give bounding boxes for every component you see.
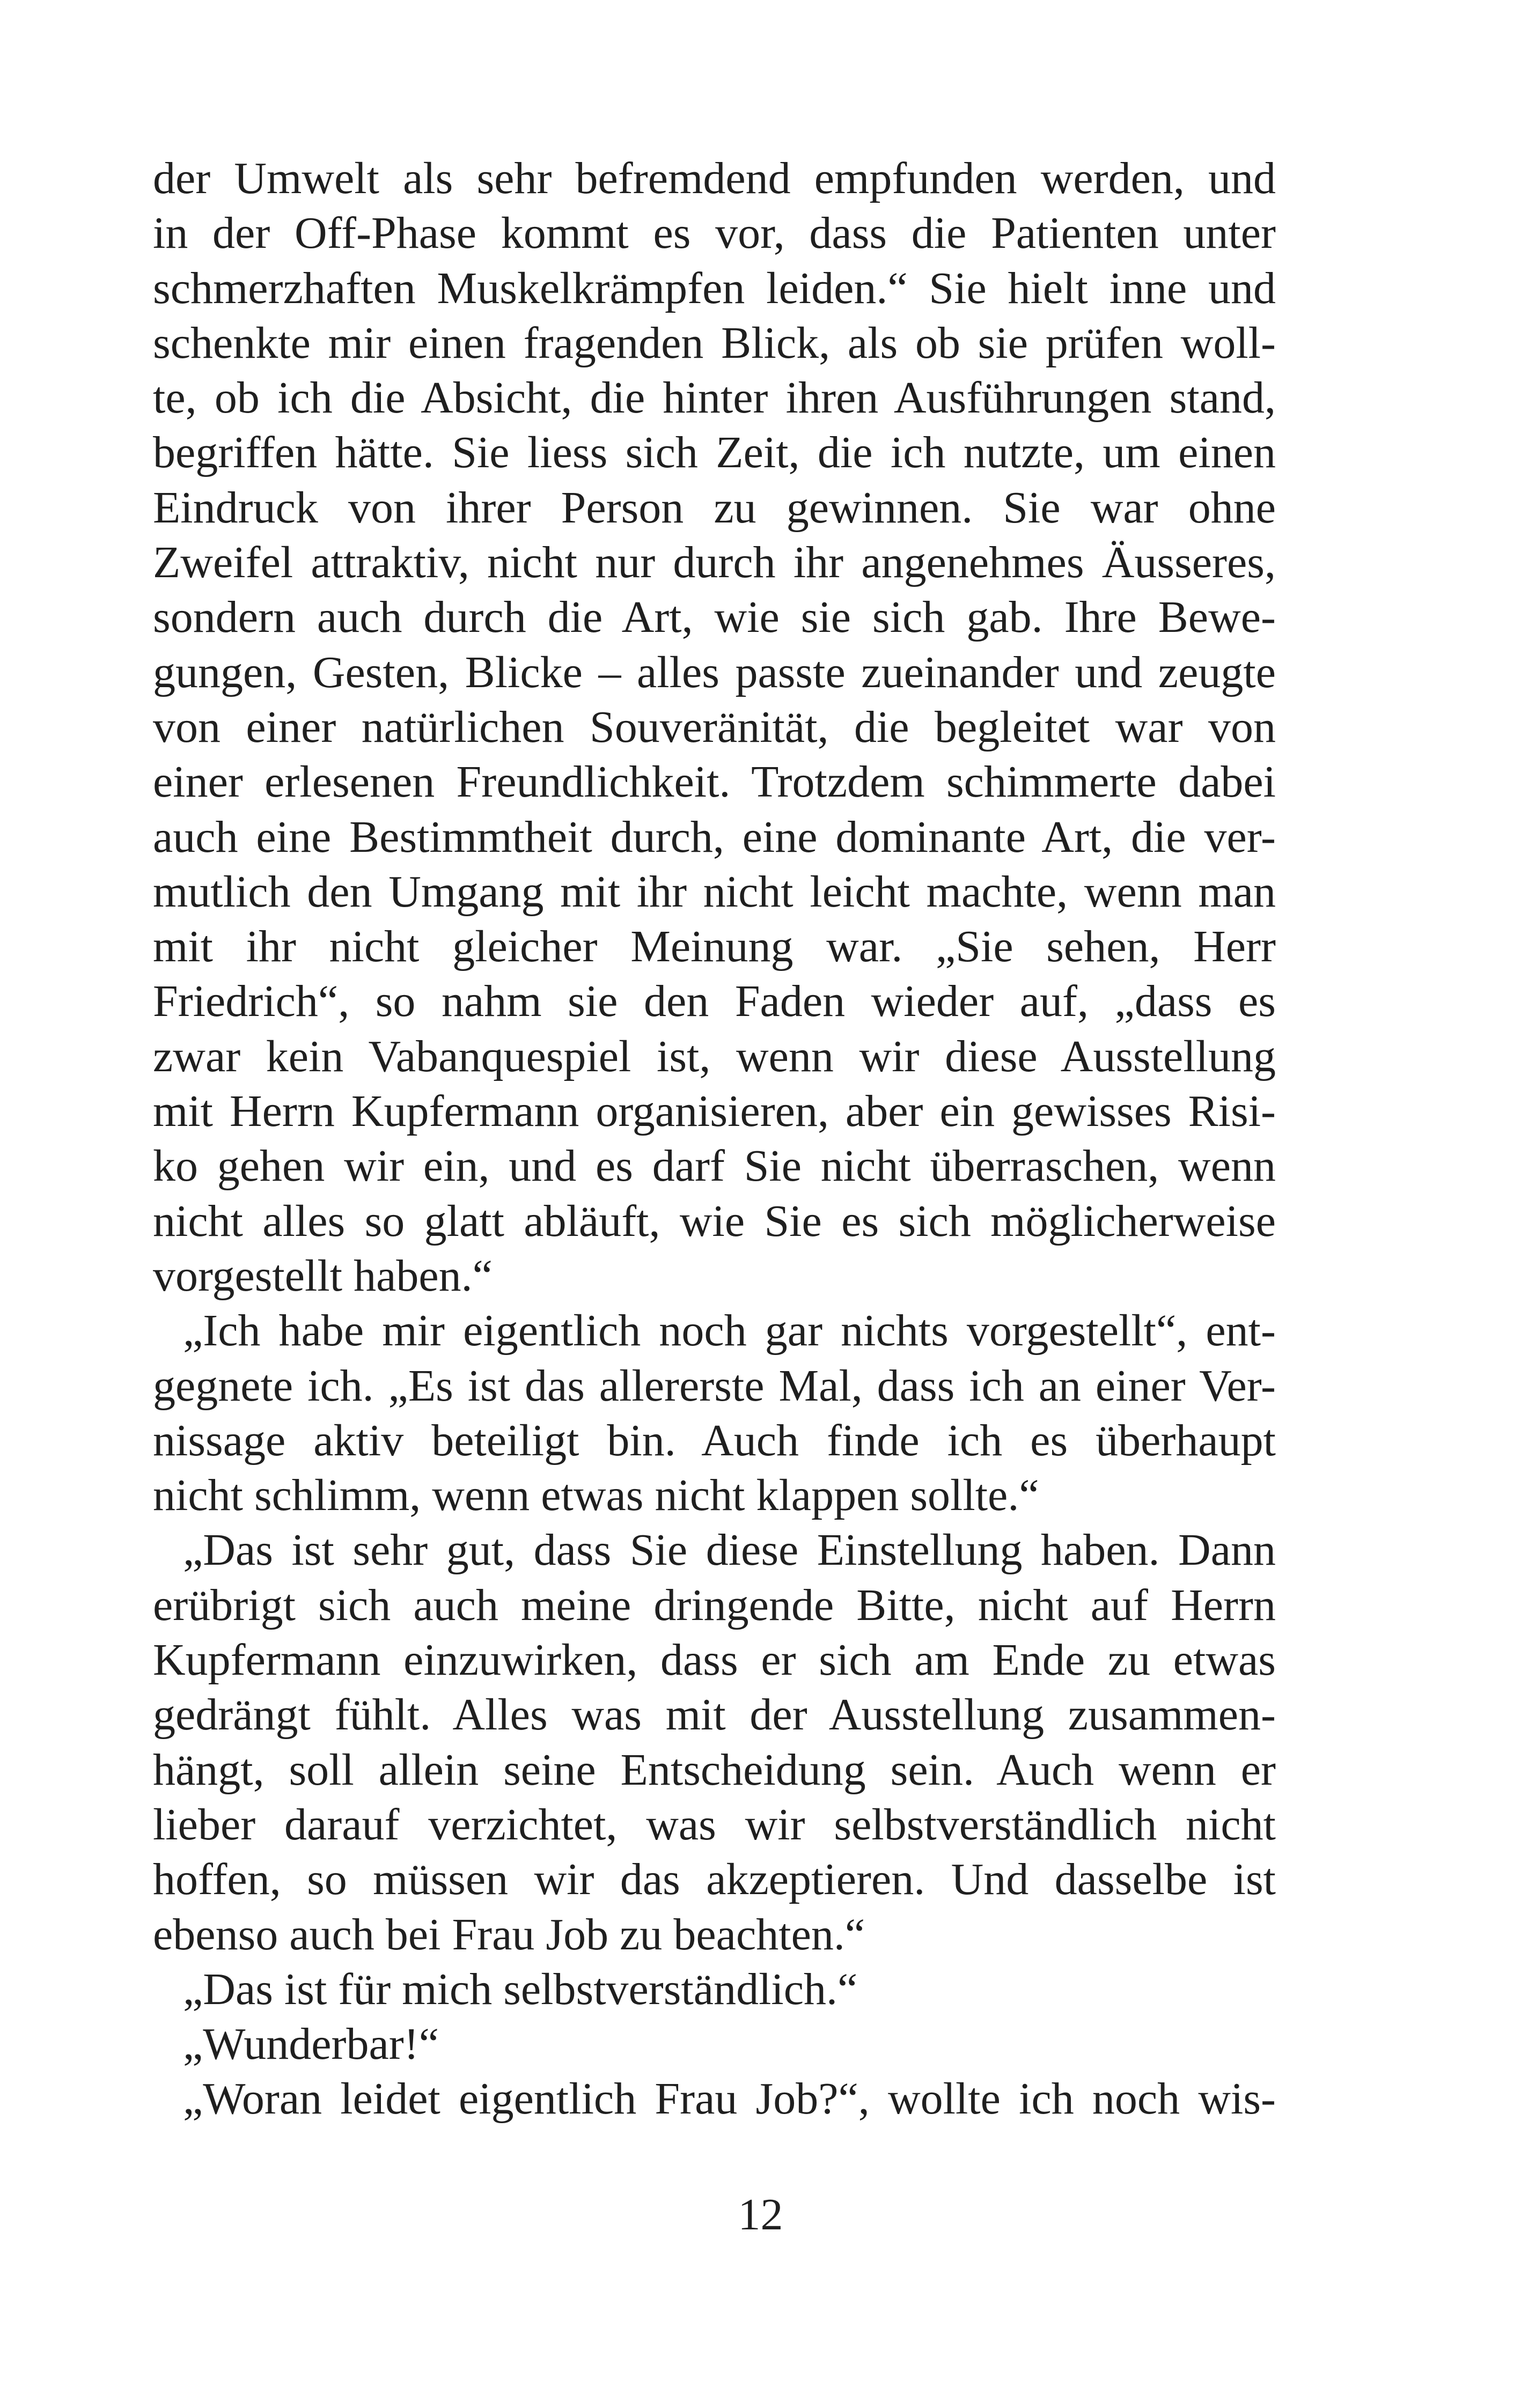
text-line: nicht alles so glatt abläuft, wie Sie es sich möglicherweise [153, 1196, 1276, 1246]
text-line: mit ihr nicht gleicher Meinung war. „Sie sehen, Herr [153, 922, 1276, 972]
text-line: „Woran leidet eigentlich Frau Job?“, wollte ich noch wis- [183, 2074, 1276, 2124]
text-line: nissage aktiv beteiligt bin. Auch finde ich es überhaupt [153, 1415, 1276, 1466]
text-line: gedrängt fühlt. Alles was mit der Ausstellung zusammen- [153, 1690, 1276, 1740]
text-line: gungen, Gesten, Blicke – alles passte zueinander und zeugte [153, 647, 1276, 697]
text-line: Eindruck von ihrer Person zu gewinnen. Sie war ohne [153, 482, 1276, 533]
text-line: „Das ist für mich selbstverständlich.“ [183, 1964, 858, 2014]
text-line: Zweifel attraktiv, nicht nur durch ihr angenehmes Äusseres, [153, 537, 1276, 588]
text-line: ko gehen wir ein, und es darf Sie nicht überraschen, wenn [153, 1141, 1276, 1191]
text-line: erübrigt sich auch meine dringende Bitte, nicht auf Herrn [153, 1580, 1276, 1630]
text-line: „Das ist sehr gut, dass Sie diese Einstellung haben. Dann [183, 1525, 1276, 1575]
text-line: hoffen, so müssen wir das akzeptieren. Und dasselbe ist [153, 1854, 1276, 1905]
text-line: der Umwelt als sehr befremdend empfunden werden, und [153, 153, 1276, 203]
text-line: te, ob ich die Absicht, die hinter ihren Ausführungen stand, [153, 373, 1276, 423]
text-line: nicht schlimm, wenn etwas nicht klappen sollte.“ [153, 1470, 1039, 1521]
text-line: ebenso auch bei Frau Job zu beachten.“ [153, 1909, 865, 1960]
text-line: schmerzhaften Muskelkrämpfen leiden.“ Sie hielt inne und [153, 263, 1276, 313]
text-line: lieber darauf verzichtet, was wir selbstverständlich nicht [153, 1799, 1276, 1850]
text-line: vorgestellt haben.“ [153, 1250, 493, 1301]
text-line: von einer natürlichen Souveränität, die begleitet war von [153, 702, 1276, 752]
text-line: mutlich den Umgang mit ihr nicht leicht machte, wenn man [153, 866, 1276, 917]
text-line: Friedrich“, so nahm sie den Faden wieder auf, „dass es [153, 976, 1276, 1027]
page-number: 12 [738, 2190, 783, 2240]
text-line: schenkte mir einen fragenden Blick, als ob sie prüfen woll- [153, 318, 1276, 368]
text-line: sondern auch durch die Art, wie sie sich gab. Ihre Bewe- [153, 592, 1276, 643]
text-line: „Wunderbar!“ [183, 2019, 439, 2070]
text-line: „Ich habe mir eigentlich noch gar nichts vorgestellt“, ent- [183, 1306, 1276, 1356]
text-line: gegnete ich. „Es ist das allererste Mal, dass ich an einer Ver- [153, 1360, 1276, 1411]
text-line: mit Herrn Kupfermann organisieren, aber ein gewisses Risi- [153, 1086, 1276, 1137]
text-line: in der Off-Phase kommt es vor, dass die Patienten unter [153, 208, 1276, 259]
text-line: auch eine Bestimmtheit durch, eine dominante Art, die ver- [153, 812, 1276, 862]
text-line: zwar kein Vabanquespiel ist, wenn wir diese Ausstellung [153, 1031, 1276, 1081]
text-line: begriffen hätte. Sie liess sich Zeit, die ich nutzte, um einen [153, 428, 1276, 478]
text-line: Kupfermann einzuwirken, dass er sich am Ende zu etwas [153, 1635, 1276, 1685]
text-line: einer erlesenen Freundlichkeit. Trotzdem schimmerte dabei [153, 757, 1276, 807]
text-line: hängt, soll allein seine Entscheidung sein. Auch wenn er [153, 1744, 1276, 1795]
body-text [153, 151, 1276, 2127]
